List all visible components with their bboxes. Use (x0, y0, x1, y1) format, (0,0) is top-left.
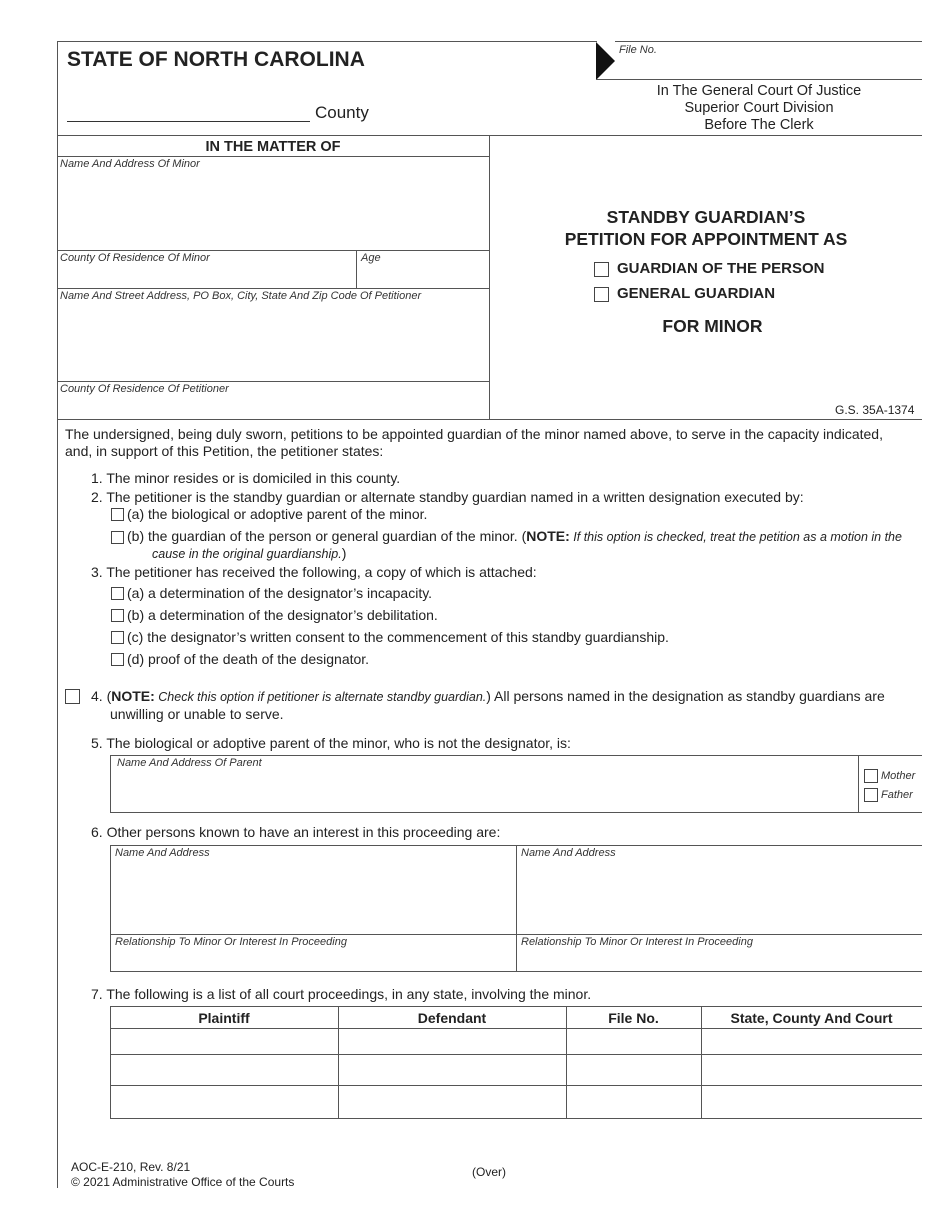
guardian-of-person-label: GUARDIAN OF THE PERSON (617, 260, 825, 277)
court-block (596, 83, 922, 134)
top-border-right (615, 41, 922, 42)
parent-label: Name And Address Of Parent (117, 757, 262, 769)
interest-box-bottom (110, 971, 922, 972)
file-no-line[interactable] (596, 79, 922, 80)
age-label: Age (361, 252, 381, 264)
father-label: Father (881, 789, 913, 801)
parent-box-divider (858, 755, 859, 812)
petitioner-line (57, 381, 489, 382)
matter-title-line (57, 156, 489, 157)
proceedings-header-line (110, 1028, 922, 1029)
petitioner-label: Name And Street Address, PO Box, City, State And Zip Code Of Petitioner (60, 290, 422, 302)
relationship-label-2: Relationship To Minor Or Interest In Proceeding (521, 936, 753, 948)
item6-text: 6. Other persons known to have an interest in this proceeding are: (91, 824, 501, 840)
item3d-text: (d) proof of the death of the designator. (127, 651, 370, 667)
item3-text: 3. The petitioner has received the following, a copy of which is attached: (91, 564, 537, 580)
father-checkbox[interactable] (864, 788, 878, 802)
item7-text: 7. The following is a list of all court proceedings, in any state, involving the minor. (91, 986, 592, 1002)
item2b-checkbox[interactable] (111, 531, 124, 544)
mother-label: Mother (881, 770, 916, 782)
item2b-close: ) (341, 545, 347, 561)
minor-county-label: County Of Residence Of Minor (60, 252, 210, 264)
proceedings-table-bottom (110, 1118, 922, 1119)
form-title-line1: STANDBY GUARDIAN’S (606, 207, 806, 227)
court-line1: In The General Court Of Justice (656, 83, 862, 99)
item1-text: 1. The minor resides or is domiciled in this county. (91, 470, 401, 486)
item4-checkbox[interactable] (65, 689, 80, 704)
over-label: (Over) (472, 1165, 506, 1179)
item2a-checkbox[interactable] (111, 508, 124, 521)
name-address-label-2: Name And Address (521, 847, 616, 859)
item4-text (91, 688, 885, 704)
statute-label: G.S. 35A-1374 (835, 403, 915, 417)
file-no-label: File No. (619, 44, 657, 56)
item3a-checkbox[interactable] (111, 587, 124, 600)
parent-box-bottom (110, 812, 922, 813)
item4-num: 4. ( (91, 688, 112, 704)
item4-line2: unwilling or unable to serve. (110, 706, 284, 722)
item2b-text (127, 528, 902, 544)
name-address-label-1: Name And Address (115, 847, 210, 859)
item3c-checkbox[interactable] (111, 631, 124, 644)
age-divider (356, 250, 357, 288)
form-title (490, 206, 922, 250)
mother-checkbox[interactable] (864, 769, 878, 783)
header-defendant: Defendant (417, 1010, 487, 1026)
item3d-checkbox[interactable] (111, 653, 124, 666)
item3b-text: (b) a determination of the designator’s debilitation. (127, 607, 438, 623)
minor-county-line (57, 288, 489, 289)
item4-italic: Check this option if petitioner is alternate standby guardian. (154, 690, 487, 704)
general-guardian-checkbox[interactable] (594, 287, 609, 302)
item4-rest: ) All persons named in the designation as standby guardians are (486, 688, 885, 704)
item2b-italic2: cause in the original guardianship. (152, 547, 342, 561)
parent-box-top (110, 755, 922, 756)
petitioner-county-label: County Of Residence Of Petitioner (60, 383, 229, 395)
parent-name-field[interactable] (110, 772, 855, 810)
court-line3: Before The Clerk (704, 117, 814, 133)
interest-box-divider (516, 845, 517, 971)
general-guardian-label: GENERAL GUARDIAN (617, 285, 776, 302)
item3b-checkbox[interactable] (111, 609, 124, 622)
item3c-text: (c) the designator’s written consent to the commencement of this standby guardianship. (127, 629, 669, 645)
item3a-text: (a) a determination of the designator’s incapacity. (127, 585, 433, 601)
interest-box-left (110, 845, 111, 971)
copyright: © 2021 Administrative Office of the Courts (71, 1175, 295, 1189)
intro-line2: and, in support of this Petition, the petitioner states: (65, 443, 384, 459)
proceedings-row2-line (110, 1085, 922, 1086)
minor-name-label: Name And Address Of Minor (60, 158, 200, 170)
matter-title: IN THE MATTER OF (205, 139, 341, 155)
guardian-of-person-checkbox[interactable] (594, 262, 609, 277)
item2a-text: (a) the biological or adoptive parent of the minor. (127, 506, 428, 522)
top-border-left (57, 41, 597, 42)
county-fill-line[interactable] (67, 121, 310, 122)
item2b-italic: If this option is checked, treat the petition as a motion in the (569, 530, 902, 544)
proceedings-table-top (110, 1006, 922, 1007)
proceedings-row1-line (110, 1054, 922, 1055)
footer-block (71, 1160, 294, 1190)
header-plaintiff: Plaintiff (198, 1010, 250, 1026)
county-label: County (315, 103, 369, 122)
matter-right-border (489, 135, 490, 419)
form-title-line2: PETITION FOR APPOINTMENT AS (564, 229, 848, 249)
for-minor-label: FOR MINOR (662, 316, 763, 336)
item2b-note: NOTE: (526, 528, 570, 544)
item2-text: 2. The petitioner is the standby guardian or alternate standby guardian named in a written designation executed by: (91, 489, 804, 505)
section-divider (57, 419, 922, 420)
item4-note: NOTE: (111, 688, 155, 704)
item5-text: 5. The biological or adoptive parent of the minor, who is not the designator, is: (91, 735, 571, 751)
state-title: STATE OF NORTH CAROLINA (67, 48, 365, 71)
file-no-marker-icon (596, 42, 616, 80)
item2b-line2 (152, 545, 346, 561)
item2b-pre: (b) the guardian of the person or general guardian of the minor. ( (127, 528, 527, 544)
minor-name-line (57, 250, 489, 251)
relationship-label-1: Relationship To Minor Or Interest In Proceeding (115, 936, 347, 948)
intro-line1: The undersigned, being duly sworn, petitions to be appointed guardian of the minor named above, to serve in the capacity indicated, (65, 426, 883, 442)
left-margin-line (57, 41, 58, 1188)
header-state-county-court: State, County And Court (730, 1010, 893, 1026)
header-file-no: File No. (608, 1010, 659, 1026)
court-line2: Superior Court Division (684, 100, 834, 116)
form-id: AOC-E-210, Rev. 8/21 (71, 1160, 191, 1174)
